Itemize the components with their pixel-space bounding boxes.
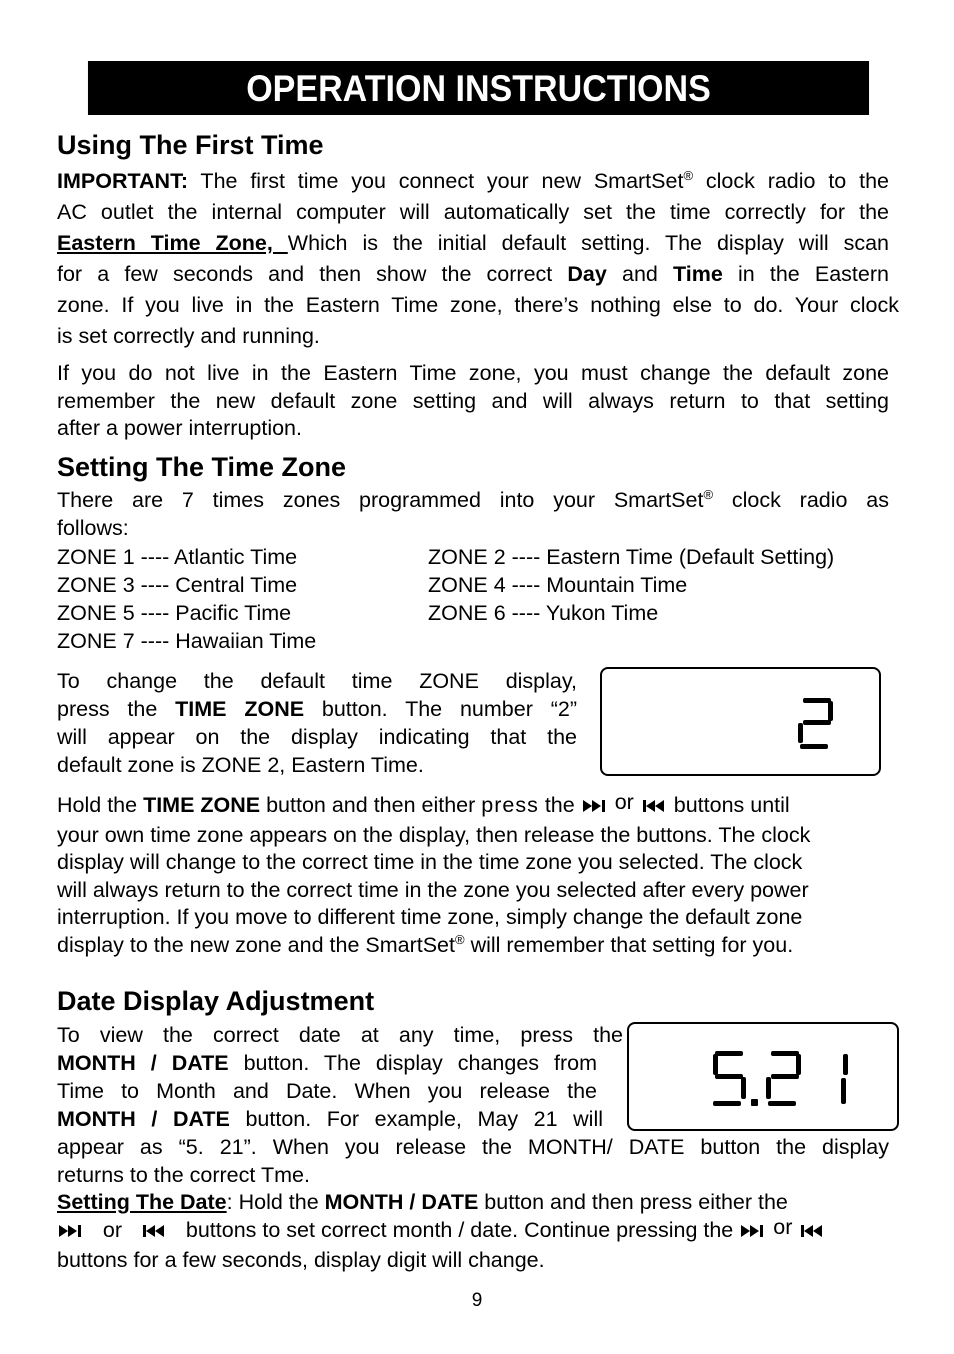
page-banner: OPERATION INSTRUCTIONS <box>88 61 869 115</box>
paragraph-first-time: IMPORTANT: The first time you connect your new SmartSet® clock radio to the AC outlet the internal computer will automatically set the time correctly for the Eastern Time Zone, Which is the initial default setting. The display will scan for a few seconds and then show the correct Day and Time in the Eastern zone. If you live in the Eastern Time zone, there’s nothing else to do. Your clock is set correctly and running. <box>57 167 899 348</box>
paragraph-setting-date: Setting The Date: Hold the MONTH / DATE button and then press either the or buttons to set correct month / date. Continue pressing the or buttons for a few seconds, display digit will change. <box>57 1188 917 1274</box>
zone-6: ZONE 6 ---- Yukon Time <box>428 601 659 625</box>
heading-using-first-time: Using The First Time <box>57 130 324 160</box>
lcd-digits-5-21 <box>629 1024 897 1129</box>
skip-back-icon <box>798 1218 826 1246</box>
heading-setting-time-zone: Setting The Time Zone <box>57 452 347 482</box>
zone-7: ZONE 7 ---- Hawaiian Time <box>57 629 317 653</box>
eastern-zone-link: Eastern Time Zone, <box>57 231 288 255</box>
paragraph-zones-intro: There are 7 times zones programmed into your SmartSet® clock radio as follows: <box>57 486 889 540</box>
skip-back-icon <box>640 794 668 822</box>
paragraph-change-zone: To change the default time ZONE display, press the TIME ZONE button. The number “2” will appear on the display indicating that the default zone is ZONE 2, Eastern Time. <box>57 669 577 777</box>
lcd-display-zone <box>600 667 881 776</box>
zone-4: ZONE 4 ---- Mountain Time <box>428 573 688 597</box>
paragraph-view-date: To view the correct date at any time, press the MONTH / DATE button. The display changes from Time to Month and Date. When you release the MONTH / DATE button. For example, May 21 will <box>57 1023 623 1131</box>
important-label: IMPORTANT: <box>57 169 188 193</box>
paragraph-hold-time-zone: Hold the TIME ZONE button and then either press the or buttons until your own time zone appears on the display, then release the buttons. The clock display will change to the correct time in the time zone you selected. The clock will always return to the correct time in the zone you selected after every power interruption. If you move to different time zone, simply change the default zone display to the new zone and the SmartSet® will remember that setting for you. <box>57 790 811 957</box>
zone-1: ZONE 1 ---- Atlantic Time <box>57 545 298 569</box>
lcd-display-date <box>627 1022 899 1131</box>
paragraph-view-date-cont: appear as “5. 21”. When you release the MONTH/ DATE button the display returns to the correct Tme. <box>57 1135 889 1187</box>
zone-2: ZONE 2 ---- Eastern Time (Default Setting) <box>428 545 835 569</box>
paragraph-default-zone: If you do not live in the Eastern Time zone, you must change the default zone remember the new default zone setting and will always return to that setting after a power interruption. <box>57 361 889 440</box>
zone-5: ZONE 5 ---- Pacific Time <box>57 601 292 625</box>
skip-forward-icon <box>581 794 609 822</box>
heading-date-display: Date Display Adjustment <box>57 986 375 1016</box>
skip-forward-icon <box>57 1218 85 1246</box>
lcd-digit-2 <box>602 669 879 774</box>
zone-3: ZONE 3 ---- Central Time <box>57 573 298 597</box>
skip-back-icon <box>140 1218 168 1246</box>
setting-the-date-label: Setting The Date <box>57 1190 227 1214</box>
page-number: 9 <box>471 1290 483 1311</box>
skip-forward-icon <box>739 1218 767 1246</box>
